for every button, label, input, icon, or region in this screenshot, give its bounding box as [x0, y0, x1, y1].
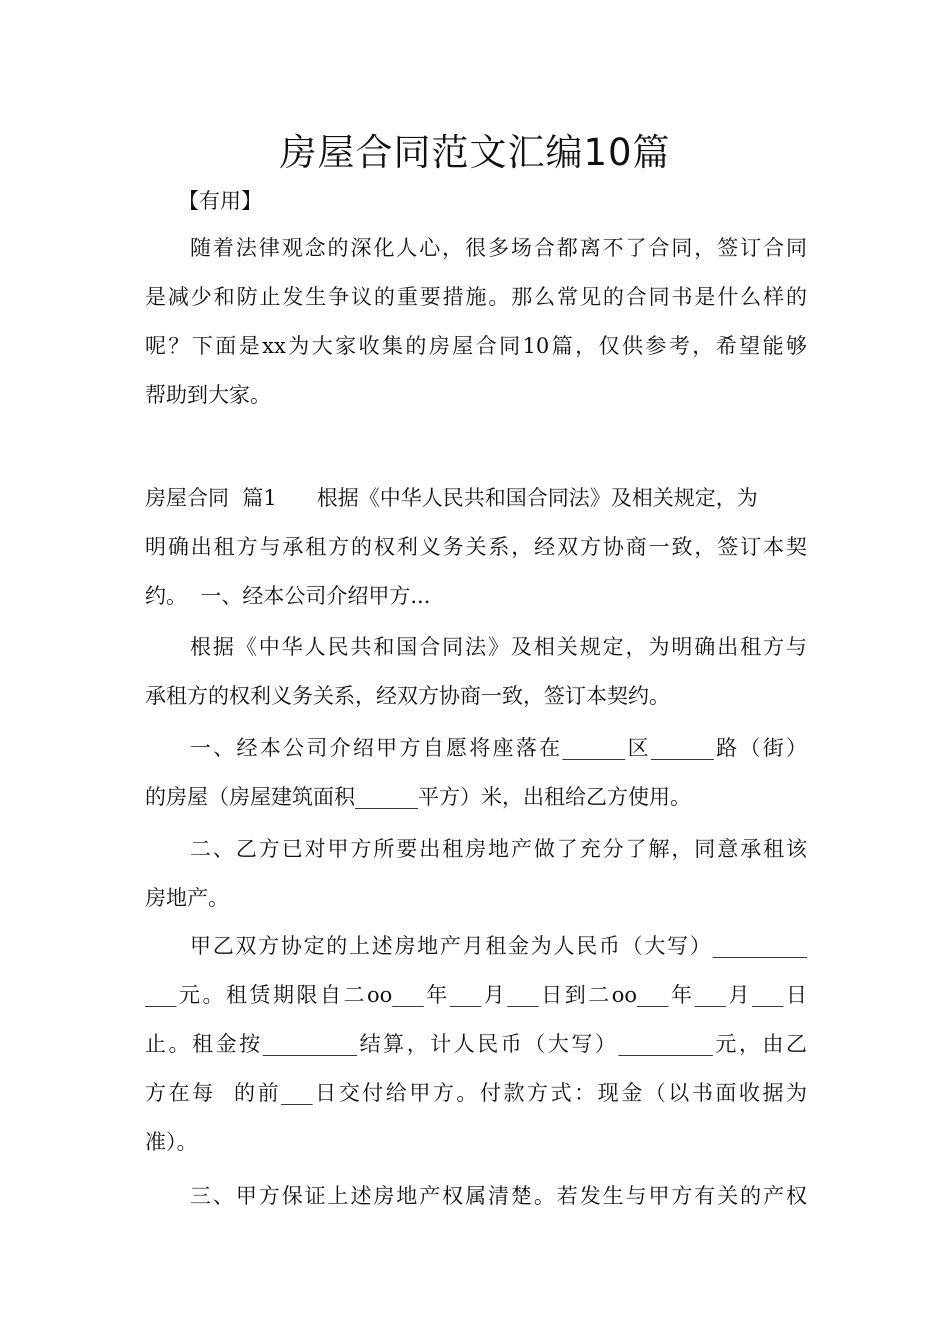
para1-line-2: 承租方的权利义务关系，经双方协商一致，签订本契约。: [145, 684, 670, 708]
intro-line-1: 随着法律观念的深化人心，很多场合都离不了合同，签订合同: [190, 236, 807, 260]
para3-line-2: 房地产。: [145, 886, 229, 910]
para5-line-1: 三、甲方保证上述房地产权属清楚。若发生与甲方有关的产权: [190, 1184, 807, 1208]
document-tag: 【有用】: [178, 189, 262, 213]
section1-line-3: 约。 一、经本公司介绍甲方...: [145, 584, 431, 608]
para2-line-2: 的房屋（房屋建筑面积______平方）米，出租给乙方使用。: [145, 785, 691, 809]
intro-line-4: 帮助到大家。: [145, 383, 271, 407]
section1-line-2: 明确出租方与承租方的权利义务关系，经双方协商一致，签订本契: [145, 535, 807, 559]
para4-line-1: 甲乙双方协定的上述房地产月租金为人民币（大写）_________: [190, 934, 807, 958]
para4-line-2: ___元。租赁期限自二oo___年___月___日到二oo___年___月___日: [145, 983, 807, 1007]
section1-line-1: 房屋合同 篇1 根据《中华人民共和国合同法》及相关规定，为: [145, 486, 758, 510]
para2-line-1: 一、经本公司介绍甲方自愿将座落在______区______路（街）: [190, 736, 807, 760]
intro-line-3: 呢？下面是xx为大家收集的房屋合同10篇，仅供参考，希望能够: [145, 334, 807, 358]
para4-line-3: 止。租金按_________结算，计人民币（大写）_________元，由乙: [145, 1032, 807, 1056]
para4-line-4: 方在每 的前___日交付给甲方。付款方式：现金（以书面收据为: [145, 1081, 807, 1105]
intro-line-2: 是减少和防止发生争议的重要措施。那么常见的合同书是什么样的: [145, 285, 807, 309]
para1-line-1: 根据《中华人民共和国合同法》及相关规定，为明确出租方与: [190, 635, 807, 659]
para4-line-5: 准）。: [145, 1130, 198, 1154]
document-title: 房屋合同范文汇编10篇: [279, 131, 671, 174]
para3-line-1: 二、乙方已对甲方所要出租房地产做了充分了解，同意承租该: [190, 837, 807, 861]
